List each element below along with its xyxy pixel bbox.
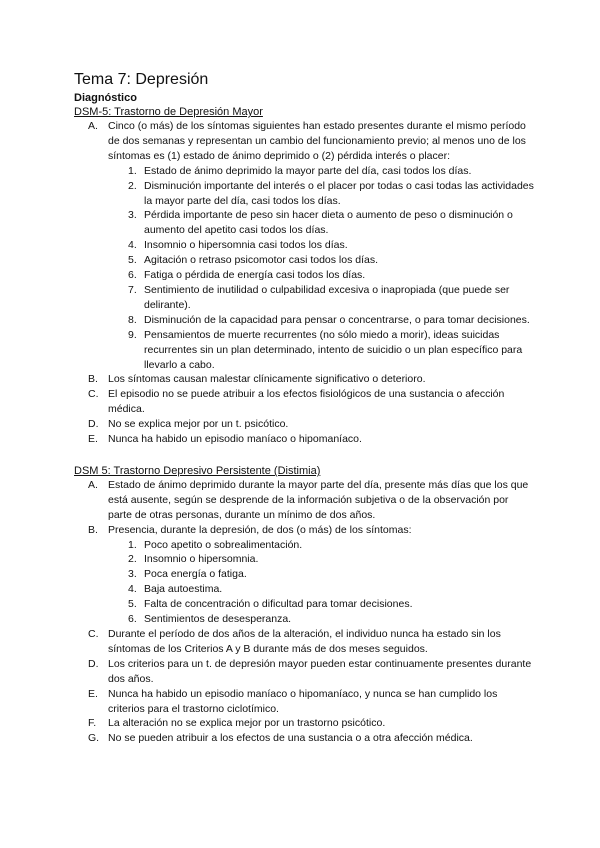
symptom-item <box>74 582 534 597</box>
item-text: Sentimientos de desesperanza. <box>144 613 292 626</box>
item-text: Falta de concentración o dificultad para tomar decisiones. <box>144 598 413 611</box>
item-text: Poco apetito o sobrealimentación. <box>144 538 303 551</box>
item-text: Insomnio o hipersomnia. <box>144 553 259 566</box>
criterion <box>74 523 534 538</box>
symptom-item <box>74 538 534 553</box>
criterion-marker: B. <box>88 523 98 536</box>
item-text: Baja autoestima. <box>144 583 223 596</box>
criterion-text: No se pueden atribuir a los efectos de una sustancia o a otra afección médica. <box>108 732 473 745</box>
symptom-item <box>74 328 534 373</box>
criterion-text: La alteración no se explica mejor por un trastorno psicótico. <box>108 717 386 730</box>
symptom-item <box>74 612 534 627</box>
symptom-item <box>74 268 534 283</box>
criterion-text: Presencia, durante la depresión, de dos (o más) de los síntomas: <box>108 523 412 536</box>
criterion-text: Cinco (o más) de los síntomas siguientes han estado presentes durante el mismo período de dos semanas y representan un cambio del funcionamiento previo; al menos uno de los síntomas es (1) estado de ánimo deprimido o (2) pérdida interés o placer: <box>108 120 526 162</box>
item-text: Agitación o retraso psicomotor casi todos los días. <box>144 254 379 267</box>
criterion-marker: D. <box>88 418 99 431</box>
criterion <box>74 387 534 417</box>
symptom-item <box>74 179 534 209</box>
item-marker: 2. <box>128 553 137 566</box>
item-marker: 1. <box>128 164 137 177</box>
criterion-marker: A. <box>88 120 98 132</box>
criterion-text: Nunca ha habido un episodio maníaco o hipomaníaco. <box>108 433 362 446</box>
item-marker: 1. <box>128 538 137 551</box>
symptom-list-container <box>74 538 534 627</box>
item-text: Pérdida importante de peso sin hacer dieta o aumento de peso o disminución o aumento del apetito casi todos los días. <box>144 209 513 237</box>
symptom-item <box>74 552 534 567</box>
item-marker: 4. <box>128 239 137 252</box>
criterion-text: Los criterios para un t. de depresión mayor pueden estar continuamente presentes durante dos años. <box>108 657 532 685</box>
criteria-list <box>74 119 534 447</box>
criterion <box>74 119 534 164</box>
criterion <box>74 417 534 432</box>
criterion-marker: C. <box>88 628 99 640</box>
criterion-marker: D. <box>88 657 99 670</box>
item-text: Disminución de la capacidad para pensar o concentrarse, o para tomar decisiones. <box>144 313 530 326</box>
criterion-marker: F. <box>88 717 97 730</box>
symptom-list <box>74 538 534 627</box>
criterion <box>74 432 534 447</box>
item-marker: 5. <box>128 598 137 611</box>
item-text: Poca energía o fatiga. <box>144 568 247 581</box>
section-title: DSM 5: Trastorno Depresivo Persistente (Distimia) <box>74 464 321 477</box>
item-text: Disminución importante del interés o el placer por todas o casi todas las actividades la mayor parte del día, casi todos los días. <box>144 179 534 207</box>
symptom-list <box>74 164 534 373</box>
criterion <box>74 478 534 523</box>
section-depresion-mayor <box>74 105 534 447</box>
symptom-item <box>74 238 534 253</box>
item-marker: 6. <box>128 269 137 282</box>
item-text: Estado de ánimo deprimido la mayor parte del día, casi todos los días. <box>144 164 472 177</box>
criterion <box>74 627 534 657</box>
symptom-item <box>74 253 534 268</box>
criterion <box>74 657 534 687</box>
section-title: DSM-5: Trastorno de Depresión Mayor <box>74 106 263 118</box>
criterion-text: Durante el período de dos años de la alteración, el individuo nunca ha estado sin los síntomas de los Criterios A y B durante más de dos meses seguidos. <box>108 628 501 655</box>
item-marker: 8. <box>128 313 137 326</box>
criterion-text: Estado de ánimo deprimido durante la mayor parte del día, presente más días que los que está ausente, según se desprende de la información subjetiva o de la observación por parte de otras personas, durante un mínimo de dos años. <box>108 478 529 521</box>
criterion-text: No se explica mejor por un t. psicótico. <box>108 418 289 431</box>
symptom-item <box>74 208 534 238</box>
symptom-item <box>74 164 534 179</box>
criterion-text: Nunca ha habido un episodio maníaco o hipomaníaco, y nunca se han cumplido los criterios para el trastorno ciclotímico. <box>108 687 498 715</box>
criterion-marker: A. <box>88 478 98 491</box>
criterion-marker: G. <box>88 732 100 745</box>
criterion-marker: E. <box>88 433 98 446</box>
criterion-text: Los síntomas causan malestar clínicamente significativo o deterioro. <box>108 373 426 386</box>
symptom-item <box>74 283 534 313</box>
criterion-text: El episodio no se puede atribuir a los efectos fisiológicos de una sustancia o afección médica. <box>108 388 505 416</box>
symptom-list-container <box>74 164 534 373</box>
item-marker: 2. <box>128 179 137 192</box>
item-text: Pensamientos de muerte recurrentes (no sólo miedo a morir), ideas suicidas recurrentes sin un plan determinado, intento de suicidio o un plan específico para llevarlo a cabo. <box>144 328 523 371</box>
subheading: Diagnóstico <box>74 92 137 104</box>
criterion <box>74 372 534 387</box>
item-marker: 3. <box>128 568 137 581</box>
criteria-list <box>74 478 534 746</box>
criterion-marker: B. <box>88 373 98 386</box>
item-marker: 6. <box>128 613 137 626</box>
page-title: Tema 7: Depresión <box>74 71 209 88</box>
item-marker: 9. <box>128 328 137 341</box>
criterion-marker: C. <box>88 388 99 401</box>
item-marker: 7. <box>128 283 137 296</box>
section-distimia <box>74 464 534 746</box>
criterion <box>74 687 534 717</box>
document-body <box>74 70 534 746</box>
symptom-item <box>74 597 534 612</box>
item-marker: 5. <box>128 254 137 267</box>
criterion-marker: E. <box>88 687 98 700</box>
item-text: Insomnio o hipersomnia casi todos los días. <box>144 239 348 252</box>
symptom-item <box>74 567 534 582</box>
item-marker: 3. <box>128 209 137 222</box>
item-marker: 4. <box>128 583 137 596</box>
criterion <box>74 716 534 731</box>
item-text: Fatiga o pérdida de energía casi todos los días. <box>144 269 366 282</box>
criterion <box>74 731 534 746</box>
symptom-item <box>74 313 534 328</box>
item-text: Sentimiento de inutilidad o culpabilidad excesiva o inapropiada (que puede ser delirante). <box>144 283 510 311</box>
